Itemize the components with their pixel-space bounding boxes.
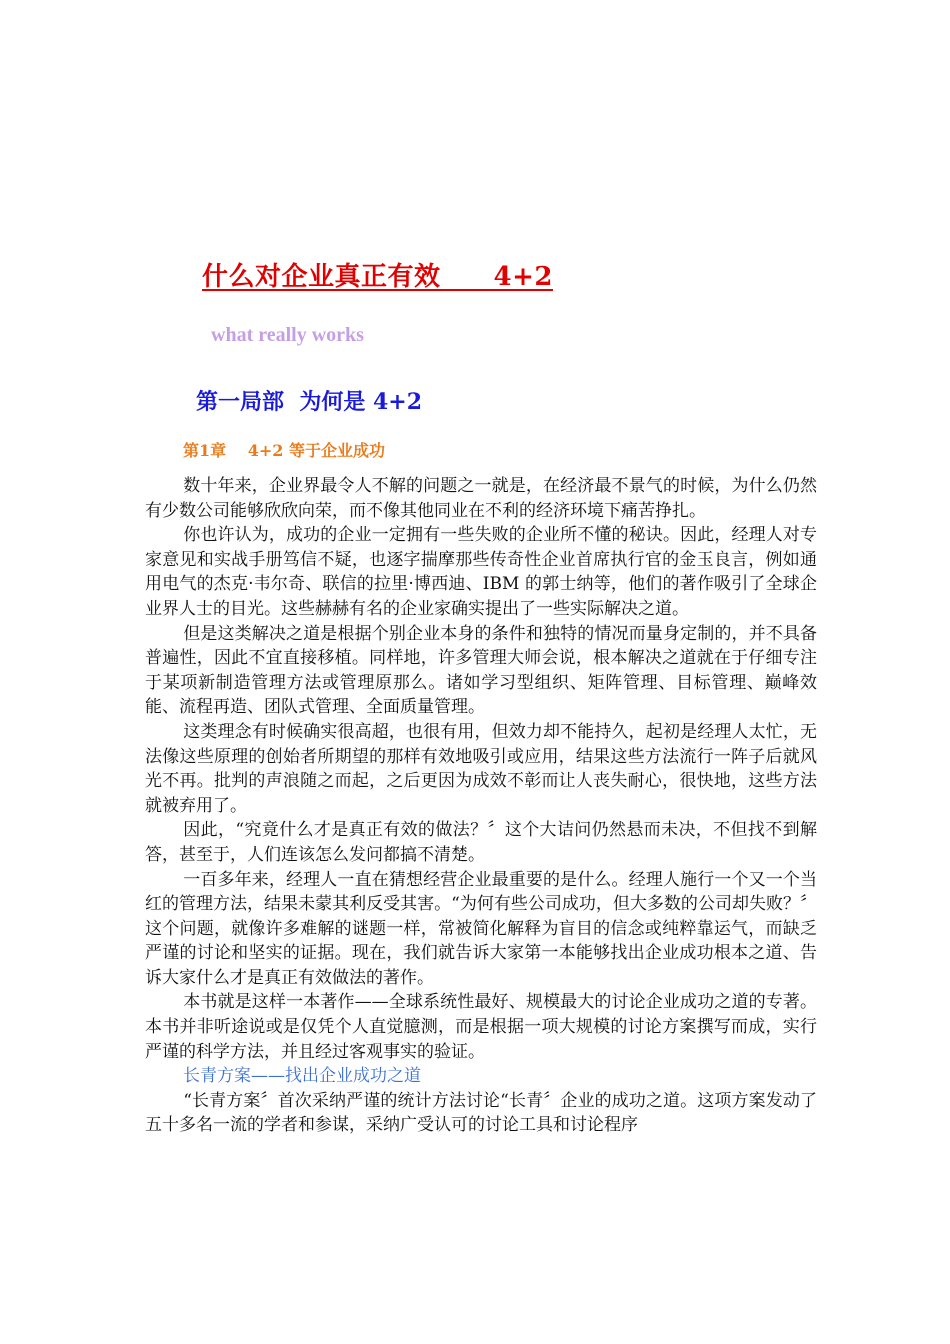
body-paragraph: 因此，“究竟什么才是真正有效的做法？〞这个大诘问仍然悬而未决，不但找不到解答，甚至于，人们连该怎么发问都搞不清楚。 [145,820,817,865]
document-body [145,474,817,1138]
body-paragraph: 数十年来，企业界最令人不解的问题之一就是，在经济最不景气的时候，为什么仍然有少数公司能够欣欣向荣，而不像其他同业在不利的经济环境下痛苦挣扎。 [145,476,817,521]
part-heading: 第一局部 为何是 4+2 [196,389,423,415]
body-paragraph: 你也许认为，成功的企业一定拥有一些失败的企业所不懂的秘诀。因此，经理人对专家意见和实战手册笃信不疑，也逐字揣摩那些传奇性企业首席执行官的金玉良言，例如通用电气的杰克·韦尔奇、联信的拉里·博西迪、IBM 的郭士纳等，他们的著作吸引了全球企业界人士的目光。这些赫赫有名的企业家确实提出了一些实际解决之道。 [145,525,817,619]
body-paragraph: 本书就是这样一本著作——全球系统性最好、规模最大的讨论企业成功之道的专著。本书并非听途说或是仅凭个人直觉臆测，而是根据一项大规模的讨论方案撰写而成，实行严谨的科学方法，并且经过客观事实的验证。 [145,992,817,1062]
section-heading-link[interactable]: 长青方案——找出企业成功之道 [183,1066,421,1087]
body-paragraph: 一百多年来，经理人一直在猜想经营企业最重要的是什么。经理人施行一个又一个当红的管理方法，结果未蒙其利反受其害。“为何有些公司成功，但大多数的公司却失败？〞这个问题，就像许多难解的谜题一样，常被简化解释为盲目的信念或纯粹靠运气，而缺乏严谨的讨论和坚实的证据。现在，我们就告诉大家第一本能够找出企业成功根本之道、告诉大家什么才是真正有效做法的著作。 [145,869,817,988]
document-subtitle: what really works [211,324,364,346]
chapter-heading: 第1章 4+2 等于企业成功 [183,441,385,460]
body-paragraph: 这类理念有时候确实很高超，也很有用，但效力却不能持久，起初是经理人太忙，无法像这些原理的创始者所期望的那样有效地吸引或应用，结果这些方法流行一阵子后就风光不再。批判的声浪随之而起，之后更因为成效不彰而让人丧失耐心，很快地，这些方法就被弃用了。 [145,721,817,816]
body-paragraph: “长青方案〞首次采纳严谨的统计方法讨论“长青〞企业的成功之道。这项方案发动了五十多名一流的学者和参谋，采纳广受认可的讨论工具和讨论程序 [145,1090,817,1136]
body-paragraph: 但是这类解决之道是根据个别企业本身的条件和独特的情况而量身定制的，并不具备普遍性，因此不宜直接移植。同样地，许多管理大师会说，根本解决之道就在于仔细专注于某项新制造管理方法或管理原那么。诸如学习型组织、矩阵管理、目标管理、巅峰效能、流程再造、团队式管理、全面质量管理。 [145,623,817,718]
document-title: 什么对企业真正有效 4+2 [202,262,553,292]
